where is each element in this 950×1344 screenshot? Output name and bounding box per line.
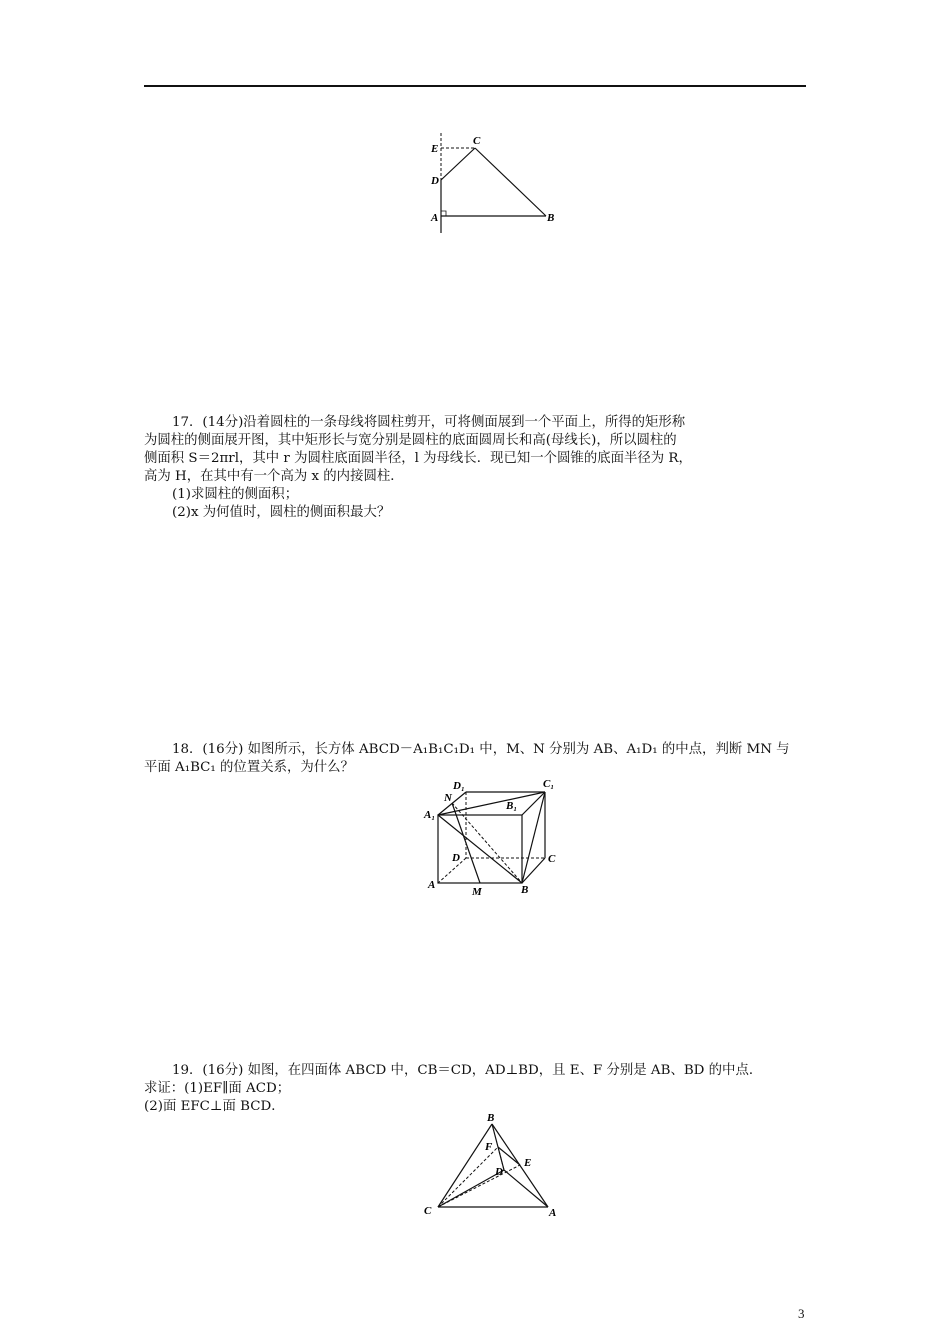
trapezoid-diagram bbox=[420, 128, 570, 238]
label-d: D bbox=[431, 175, 439, 187]
q19-line-3: (2)面 EFC⊥面 BCD． bbox=[144, 1099, 285, 1114]
figure-tetrahedron bbox=[420, 1110, 570, 1222]
label-b: B bbox=[521, 884, 529, 896]
cuboid-diagram bbox=[420, 775, 570, 900]
q18-line-1: 18．(16分) 如图所示，长方体 ABCD－A₁B₁C₁D₁ 中，M、N 分别为 AB、A₁D₁ 的中点，判断 MN 与 bbox=[172, 742, 790, 757]
q17-line-1: 17．(14分)沿着圆柱的一条母线将圆柱剪开，可将侧面展到一个平面上，所得的矩形称 bbox=[172, 415, 686, 430]
question-18 bbox=[144, 741, 806, 777]
label-m: M bbox=[472, 886, 482, 898]
header-rule bbox=[144, 85, 806, 87]
figure-cuboid bbox=[420, 775, 570, 900]
label-c: C bbox=[473, 135, 481, 147]
label-a1: A₁ bbox=[424, 809, 436, 821]
label-b: B bbox=[547, 212, 555, 224]
q17-part-1: (1)求圆柱的侧面积； bbox=[172, 487, 299, 502]
q19-line-2: 求证：(1)EF∥面 ACD； bbox=[144, 1081, 291, 1096]
q19-line-1: 19．(16分) 如图，在四面体 ABCD 中，CB＝CD，AD⊥BD，且 E、F 分别是 AB、BD 的中点． bbox=[172, 1063, 763, 1078]
label-a: A bbox=[428, 879, 436, 891]
label-d: D bbox=[452, 852, 460, 864]
question-17 bbox=[144, 414, 806, 522]
label-f: F bbox=[485, 1141, 493, 1153]
label-d1: D₁ bbox=[453, 780, 465, 792]
label-e: E bbox=[431, 143, 439, 155]
q17-line-2: 为圆柱的侧面展开图，其中矩形长与宽分别是圆柱的底面圆周长和高(母线长)，所以圆柱的 bbox=[144, 433, 677, 448]
page-number: 3 bbox=[798, 1306, 805, 1321]
q17-part-2: (2)x 为何值时，圆柱的侧面积最大？ bbox=[172, 505, 391, 520]
label-c: C bbox=[424, 1205, 432, 1217]
label-c: C bbox=[548, 853, 556, 865]
label-e: E bbox=[524, 1157, 532, 1169]
tetrahedron-diagram bbox=[420, 1110, 570, 1222]
q18-line-2: 平面 A₁BC₁ 的位置关系，为什么？ bbox=[144, 760, 354, 775]
q17-line-4: 高为 H，在其中有一个高为 x 的内接圆柱． bbox=[144, 469, 404, 484]
label-b: B bbox=[487, 1112, 495, 1124]
figure-trapezoid bbox=[420, 128, 570, 238]
label-a: A bbox=[549, 1207, 557, 1219]
label-n: N bbox=[444, 792, 452, 804]
q17-line-3: 侧面积 S＝2πrl，其中 r 为圆柱底面圆半径，l 为母线长．现已知一个圆锥的底面半径为 R， bbox=[144, 451, 692, 466]
label-c1: C₁ bbox=[543, 778, 555, 790]
label-a: A bbox=[431, 212, 439, 224]
label-b1: B₁ bbox=[506, 800, 518, 812]
label-d: D bbox=[495, 1166, 503, 1178]
question-19 bbox=[144, 1062, 806, 1116]
